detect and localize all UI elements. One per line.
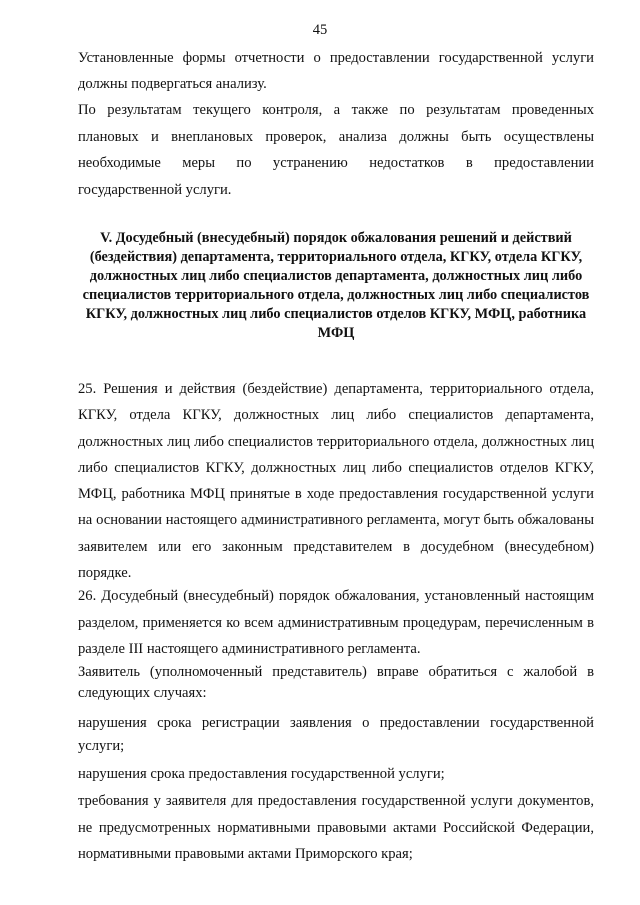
list-item-service-term-violation: нарушения срока предоставления государственной услуги;	[78, 766, 445, 782]
section-heading: V. Досудебный (внесудебный) порядок обжалования решений и действий (бездействия) департамента, территориального отдела, КГКУ, отдела КГКУ, должностных лиц либо специалистов департамента, должностных лиц либо специалистов территориального отдела, должностных лиц либо специалистов КГКУ, должностных лиц либо специалистов отделов КГКУ, МФЦ, работника МФЦ	[82, 230, 590, 341]
page-number: 45	[312, 22, 328, 38]
paragraph-control-results: По результатам текущего контроля, а также по результатам проведенных плановых и внеплановых проверок, анализа должны быть осуществлены необходимые меры по устранению недостатков в предоставлении государственной услуги.	[78, 102, 594, 198]
paragraph-reporting-analysis: Установленные формы отчетности о предоставлении государственной услуги должны подвергаться анализу.	[78, 50, 594, 92]
list-item-registration-violation: нарушения срока регистрации заявления о предоставлении государственной услуги;	[78, 715, 594, 754]
paragraph-25-appeal: 25. Решения и действия (бездействие) департамента, территориального отдела, КГКУ, отдела КГКУ, должностных лиц либо специалистов департамента, должностных лиц либо специалистов территориального отдела, должностных лиц либо специалистов КГКУ, должностных лиц либо специалистов отделов КГКУ, МФЦ, работника МФЦ принятые в ходе предоставления государственной услуги на основании настоящего административного регламента, могут быть обжалованы заявителем или его законным представителем в досудебном (внесудебном) порядке.	[78, 381, 594, 582]
paragraph-complaint-cases: Заявитель (уполномоченный представитель) вправе обратиться с жалобой в следующих случаях:	[78, 664, 594, 701]
list-item-extra-documents: требования у заявителя для предоставления государственной услуги документов, не предусмотренных нормативными правовыми актами Российской Федерации, нормативными правовыми актами Приморского края;	[78, 793, 594, 862]
paragraph-26-procedure: 26. Досудебный (внесудебный) порядок обжалования, установленный настоящим разделом, применяется ко всем административным процедурам, перечисленным в разделе III настоящего административного регламента.	[78, 588, 594, 657]
